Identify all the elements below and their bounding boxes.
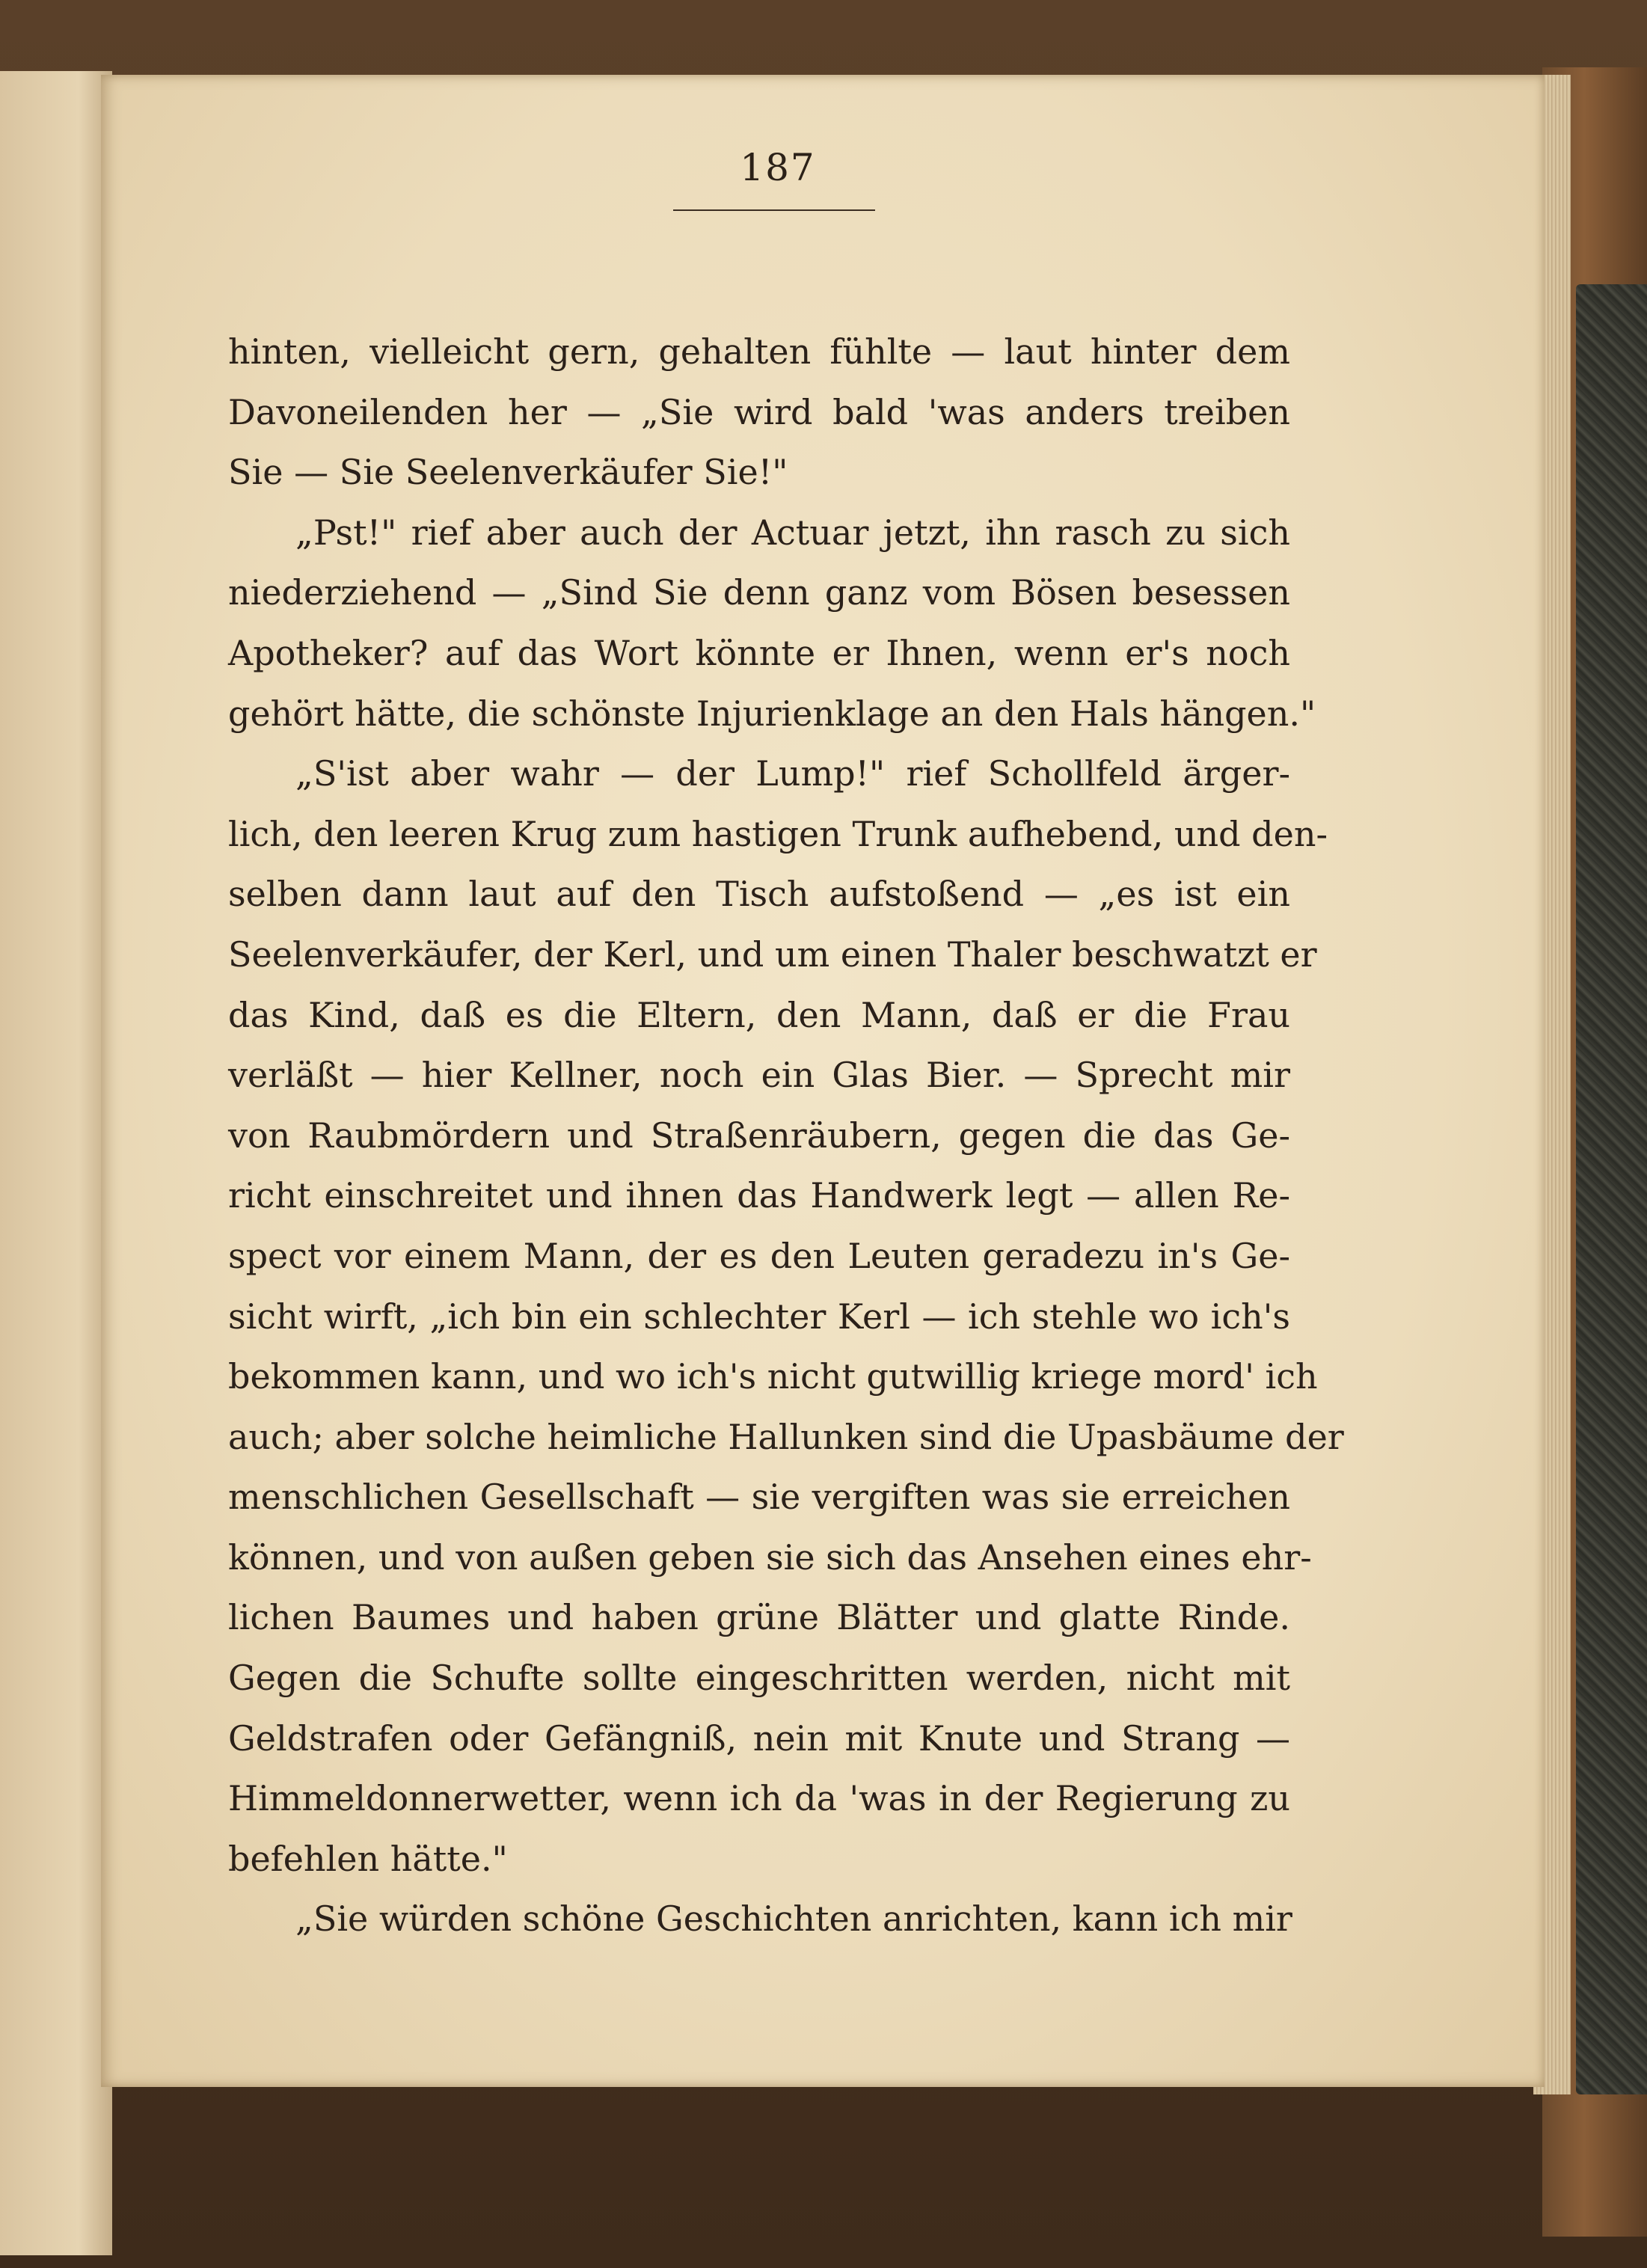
text-line: das Kind, daß es die Eltern, den Mann, daß er die Frau bbox=[228, 994, 1290, 1035]
text-line: selben dann laut auf den Tisch aufstoßend — „es ist ein bbox=[228, 874, 1290, 915]
facing-page-edge bbox=[0, 71, 112, 2255]
text-line: lichen Baumes und haben grüne Blätter und glatte Rinde. bbox=[228, 1597, 1290, 1638]
text-line: befehlen hätte." bbox=[228, 1838, 508, 1879]
text-line: „Sie würden schöne Geschichten anrichten, kann ich mir bbox=[295, 1898, 1292, 1940]
text-line: Apotheker? auf das Wort könnte er Ihnen, wenn er's noch bbox=[228, 632, 1290, 673]
page-number: 187 bbox=[740, 146, 816, 189]
text-line: verläßt — hier Kellner, noch ein Glas Bier. — Sprecht mir bbox=[228, 1055, 1290, 1096]
text-line: hinten, vielleicht gern, gehalten fühlte — laut hinter dem bbox=[228, 331, 1290, 372]
text-line: richt einschreitet und ihnen das Handwerk legt — allen Re- bbox=[228, 1175, 1290, 1216]
text-line: Sie — Sie Seelenverkäufer Sie!" bbox=[228, 452, 788, 493]
marbled-board bbox=[1576, 284, 1647, 2094]
text-line: bekommen kann, und wo ich's nicht gutwillig kriege mord' ich bbox=[228, 1356, 1318, 1397]
text-line: auch; aber solche heimliche Hallunken sind die Upasbäume der bbox=[228, 1416, 1344, 1457]
text-line: von Raubmördern und Straßenräubern, gegen die das Ge- bbox=[228, 1115, 1290, 1156]
text-line: spect vor einem Mann, der es den Leuten geradezu in's Ge- bbox=[228, 1235, 1290, 1276]
text-line: niederziehend — „Sind Sie denn ganz vom Bösen besessen bbox=[228, 572, 1290, 613]
text-line: menschlichen Gesellschaft — sie vergiften was sie erreichen bbox=[228, 1477, 1290, 1518]
body-text bbox=[228, 322, 1344, 1949]
text-line: „Pst!" rief aber auch der Actuar jetzt, ihn rasch zu sich bbox=[295, 512, 1290, 553]
text-line: Seelenverkäufer, der Kerl, und um einen Thaler beschwatzt er bbox=[228, 934, 1317, 975]
text-line: können, und von außen geben sie sich das Ansehen eines ehr- bbox=[228, 1536, 1312, 1578]
text-line: gehört hätte, die schönste Injurienklage an den Hals hängen." bbox=[228, 693, 1316, 734]
text-line: Gegen die Schufte sollte eingeschritten werden, nicht mit bbox=[228, 1658, 1290, 1699]
text-line: Himmeldonnerwetter, wenn ich da 'was in der Regierung zu bbox=[228, 1778, 1290, 1819]
text-line: Davoneilenden her — „Sie wird bald 'was anders treiben bbox=[228, 391, 1290, 432]
header-rule bbox=[673, 209, 875, 211]
text-line: „S'ist aber wahr — der Lump!" rief Schollfeld ärger- bbox=[295, 753, 1290, 794]
text-line: Geldstrafen oder Gefängniß, nein mit Knute und Strang — bbox=[228, 1717, 1290, 1759]
text-line: sicht wirft, „ich bin ein schlechter Kerl — ich stehle wo ich's bbox=[228, 1296, 1290, 1337]
text-line: lich, den leeren Krug zum hastigen Trunk aufhebend, und den- bbox=[228, 813, 1328, 854]
